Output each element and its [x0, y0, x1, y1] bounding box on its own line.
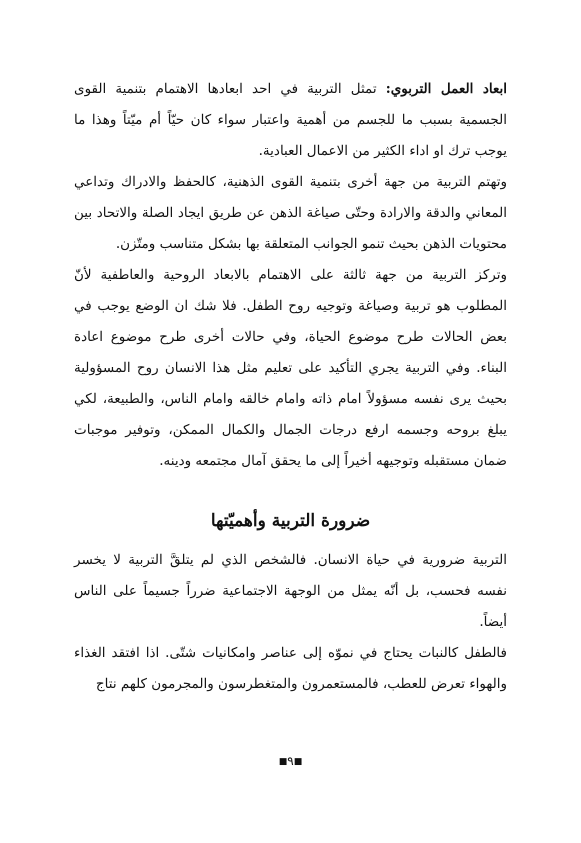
paragraph: وتهتم التربية من جهة أخرى بتنمية القوى الذهنية، كالحفظ والادراك وتداعي المعاني والدقة والارادة وحتّى صياغة الذهن عن طريق ايجاد الصلة والاتحاد بين محتويات الذهن بحيث تنمو الجوانب المتعلقة بها بشكل متناسب ومتّزن.	[74, 174, 507, 252]
paragraph: وتركز التربية من جهة ثالثة على الاهتمام بالابعاد الروحية والعاطفية لأنّ المطلوب هو تربية وصياغة وتوجيه روح الطفل. فلا شك ان الوضع يوجب في بعض الحالات طرح موضوع الحياة، وفي حالات أخرى طرح موضوع اعادة البناء. وفي التربية يجري التأكيد على تعليم مثل هذا الانسان روح المسؤولية بحيث يرى نفسه مسؤولاً امام ذاته وامام خالقه وامام الناس، والطبيعة، لكي يبلغ بروحه وجسمه ارفع درجات الجمال والكمال الممكن، وتوفير موجبات ضمان مستقبله وتوجيهه أخيراً إلى ما يحقق آمال مجتمعه ودينه.	[74, 267, 507, 469]
lead-phrase: ابعاد العمل التربوي:	[385, 81, 507, 97]
paragraph	[74, 74, 507, 167]
paragraph-text: تمثل التربية في احد ابعادها الاهتمام بتنمية القوى الجسمية بسبب ما للجسم من أهمية واعتبار سواء كان حيّاً أم ميّتاً وهذا ما يوجب ترك او اداء الكثير من الاعمال العبادية.	[74, 81, 507, 159]
ornament-icon: ■	[278, 757, 288, 767]
ornament-icon: ■	[293, 757, 303, 767]
paragraph: التربية ضرورية في حياة الانسان. فالشخص الذي لم يتلقَّ التربية لا يخسر نفسه فحسب، بل أنّه يمثل من الوجهة الاجتماعية ضرراً جسيماً على الناس أيضاً.	[74, 552, 507, 630]
page-number-value: ٩	[287, 754, 294, 768]
section-heading: ضرورة التربية وأهميّتها	[210, 511, 371, 531]
page-number	[0, 754, 581, 768]
paragraph: فالطفل كالنبات يحتاج في نموّه إلى عناصر وامكانيات شتّى. اذا افتقد الغذاء والهواء تعرض للعطب، فالمستعمرون والمتغطرسون والمجرمون كلهم نتاج	[74, 645, 507, 692]
section-educational-dimensions	[74, 74, 507, 477]
section-necessity	[74, 545, 507, 700]
